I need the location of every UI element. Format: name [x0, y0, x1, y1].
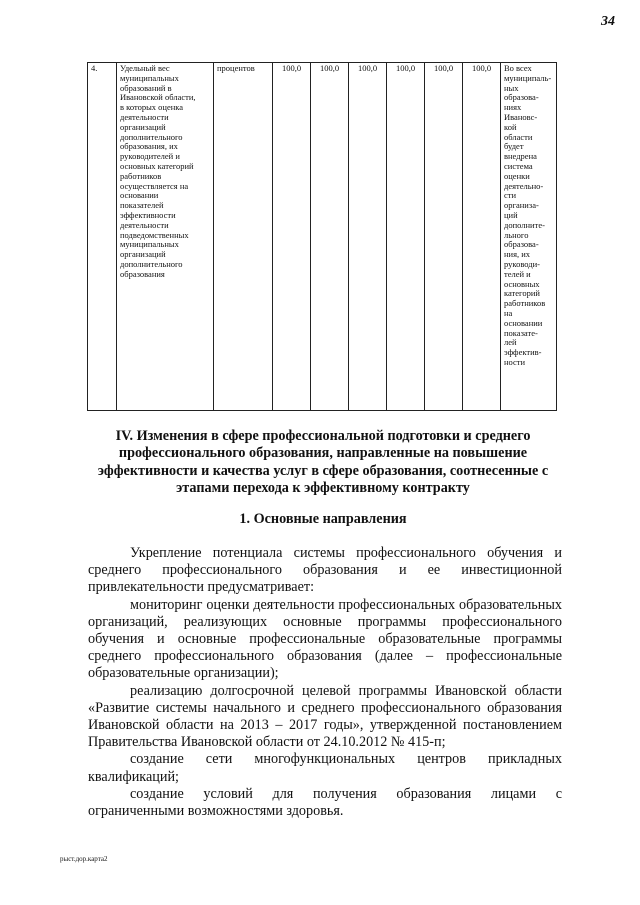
value-cell: 100,0	[463, 63, 501, 411]
result-line: кой	[504, 121, 517, 132]
result-line: телей и	[504, 268, 531, 279]
result-line: льного	[504, 229, 529, 240]
result-line: дополните-	[504, 219, 545, 230]
value-cell: 100,0	[311, 63, 349, 411]
result-line: лей	[504, 337, 517, 348]
indicator-line: в которых оценка	[120, 102, 184, 113]
indicator-line: Ивановской области,	[120, 92, 196, 103]
indicators-table	[87, 62, 557, 411]
indicator-cell	[117, 63, 214, 411]
result-line: муниципаль-	[504, 72, 552, 83]
result-line: эффектив-	[504, 347, 542, 358]
value-cell: 100,0	[425, 63, 463, 411]
indicator-line: деятельности	[120, 111, 169, 122]
value-cell: 100,0	[273, 63, 311, 411]
value-cell: 100,0	[349, 63, 387, 411]
indicator-line: работников	[120, 170, 162, 181]
result-line: ниях	[504, 102, 522, 113]
indicator-line: Удельный вес	[120, 63, 170, 73]
paragraph: создание сети многофункциональных центров прикладных квалификаций;	[88, 751, 562, 785]
result-line: ных	[504, 82, 519, 93]
indicator-line: дополнительного	[120, 258, 183, 269]
result-cell	[501, 63, 557, 411]
result-line: Во всех	[504, 63, 532, 73]
result-line: на	[504, 307, 513, 318]
result-line: оценки	[504, 170, 530, 181]
indicator-line: основании	[120, 190, 159, 201]
result-line: сти	[504, 190, 517, 201]
indicator-line: образования, их	[120, 141, 178, 152]
paragraph: Укрепление потенциала системы профессионального обучения и среднего профессионального образования и ее инвестиционной привлекательности предусматривает:	[88, 545, 562, 596]
footer-code: рыст.дор.карта2	[60, 855, 108, 863]
indicator-line: организаций	[120, 121, 166, 132]
indicator-line: подведомственных	[120, 229, 189, 240]
result-line: показате-	[504, 327, 538, 338]
result-line: руководи-	[504, 258, 541, 269]
result-line: основных	[504, 278, 540, 289]
indicator-line: муниципальных	[120, 72, 179, 83]
section-title: IV. Изменения в сфере профессиональной подготовки и среднего профессионального образования, направленные на повышение эффективности и качества услуг в сфере образования, соотнесенные с этапами перехода к эффективному контракту	[97, 428, 549, 497]
indicator-line: дополнительного	[120, 131, 183, 142]
result-line: ности	[504, 356, 526, 367]
indicator-line: показателей	[120, 200, 164, 211]
indicator-line: эффективности	[120, 209, 176, 220]
result-line: основании	[504, 317, 543, 328]
indicator-line: осуществляется на	[120, 180, 189, 191]
page-number: 34	[601, 14, 615, 29]
value-cell: 100,0	[387, 63, 425, 411]
result-line: работников	[504, 298, 546, 309]
indicator-line: муниципальных	[120, 239, 179, 250]
indicator-line: образования	[120, 268, 165, 279]
result-line: система	[504, 160, 533, 171]
result-line: образова-	[504, 92, 539, 103]
result-line: будет	[504, 141, 524, 152]
indicator-line: образований в	[120, 82, 172, 93]
result-line: деятельно-	[504, 180, 544, 191]
indicator-line: руководителей и	[120, 151, 180, 162]
paragraph: мониторинг оценки деятельности профессиональных образовательных организаций, реализующих основные программы профессионального обучения и основные профессиональные образовательные программы среднего профессионального образования (далее – профессиональные образовательные организации);	[88, 596, 562, 682]
result-line: ций	[504, 209, 518, 220]
subsection-title: 1. Основные направления	[239, 511, 407, 527]
result-line: организа-	[504, 200, 539, 211]
row-number-cell: 4.	[88, 63, 117, 411]
result-line: категорий	[504, 288, 540, 299]
result-line: области	[504, 131, 533, 142]
body-text	[88, 545, 562, 820]
indicator-line: организаций	[120, 249, 166, 260]
result-line: внедрена	[504, 151, 537, 162]
paragraph: реализацию долгосрочной целевой программы Ивановской области «Развитие системы начального и среднего профессионального образования Ивановской области на 2013 – 2017 годы», утвержденной постановлением Правительства Ивановской области от 24.10.2012 № 415-п;	[88, 682, 562, 751]
indicator-line: деятельности	[120, 219, 169, 230]
indicator-line: основных категорий	[120, 160, 194, 171]
result-line: Ивановс-	[504, 111, 538, 122]
unit-cell: процентов	[214, 63, 273, 411]
result-line: образова-	[504, 239, 539, 250]
paragraph: создание условий для получения образования лицами с ограниченными возможностями здоровья.	[88, 785, 562, 820]
result-line: ния, их	[504, 249, 531, 260]
table-row	[88, 63, 557, 411]
